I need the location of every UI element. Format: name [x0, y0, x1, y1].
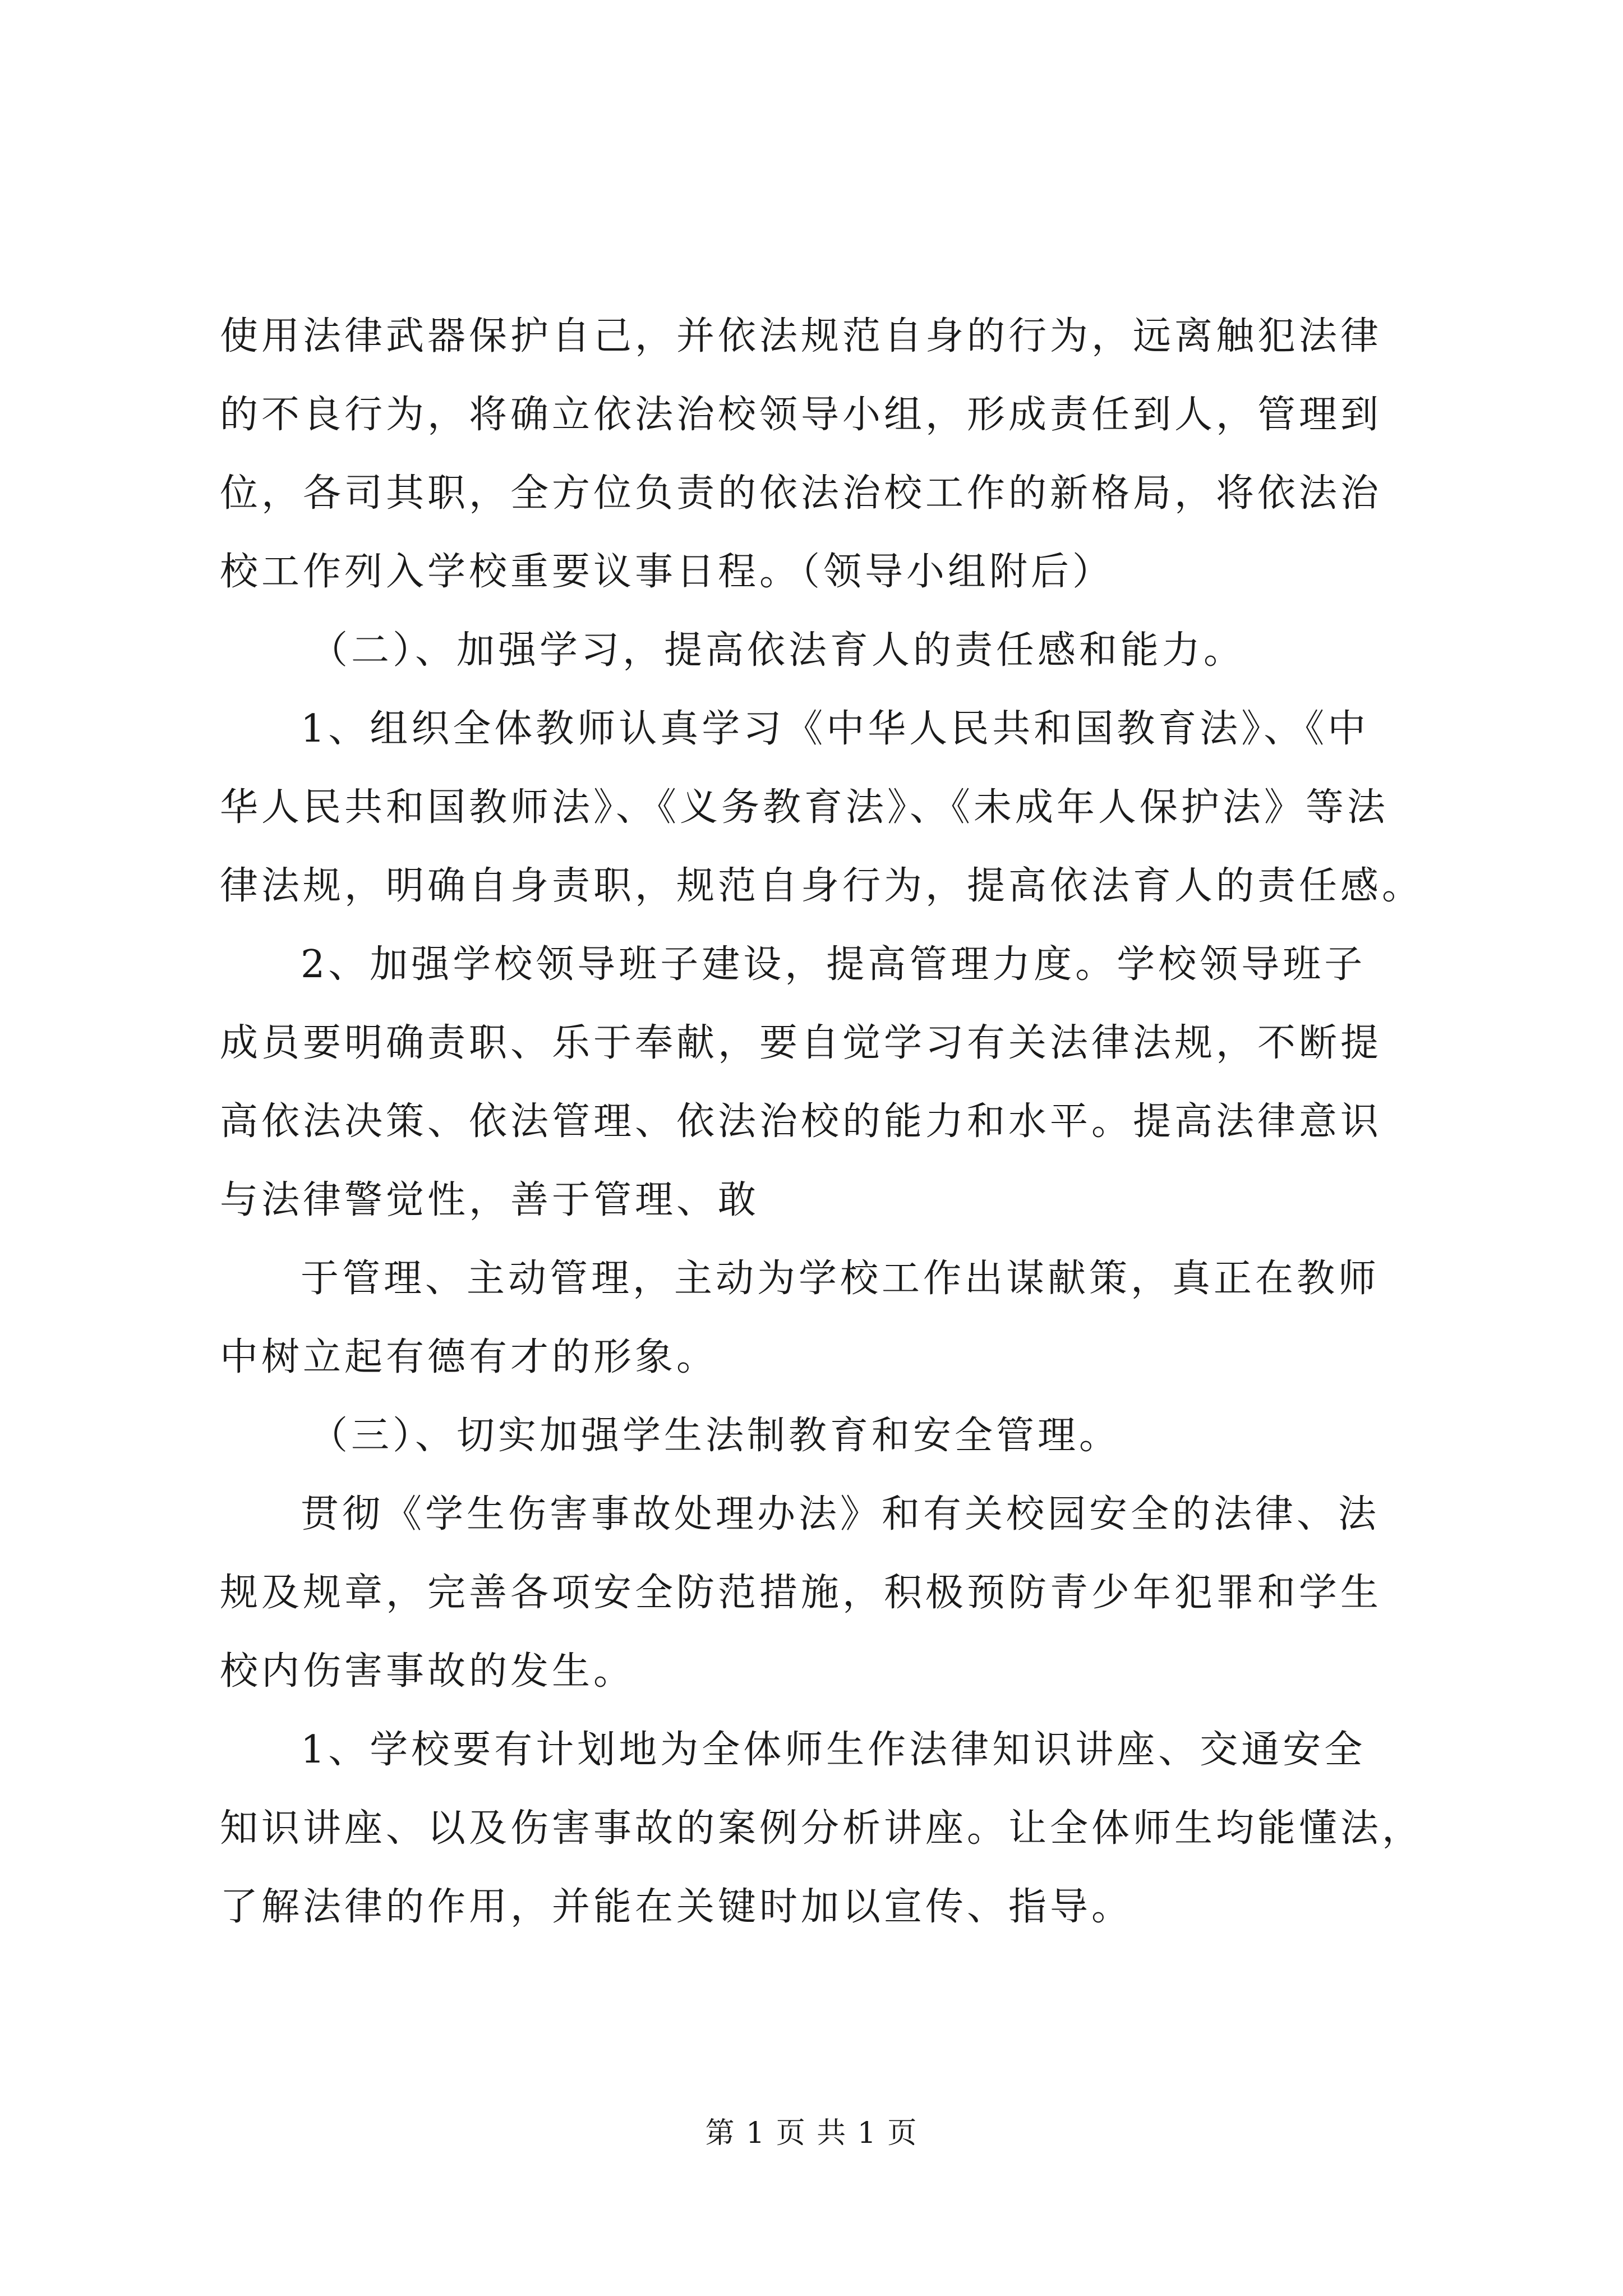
paragraph-line: 使用法律武器保护自己，并依法规范自身的行为，远离触犯法律: [220, 314, 1382, 358]
page-number-footer: 第 1 页 共 1 页: [705, 2116, 918, 2150]
paragraph-line: 与法律警觉性，善于管理、敢: [220, 1178, 760, 1222]
paragraph-line: 知识讲座、以及伤害事故的案例分析讲座。让全体师生均能懂法，: [220, 1806, 1424, 1851]
paragraph-line: 贯彻《学生伤害事故处理办法》和有关校园安全的法律、法: [301, 1492, 1380, 1536]
paragraph-line: 的不良行为，将确立依法治校领导小组，形成责任到人，管理到: [220, 393, 1382, 437]
paragraph-line: 成员要明确责职、乐于奉献，要自觉学习有关法律法规，不断提: [220, 1021, 1382, 1065]
paragraph-line: 校工作列入学校重要议事日程。（领导小组附后）: [220, 550, 1114, 594]
paragraph-line: 规及规章，完善各项安全防范措施，积极预防青少年犯罪和学生: [220, 1571, 1382, 1615]
paragraph-line: 1、学校要有计划地为全体师生作法律知识讲座、交通安全: [301, 1728, 1366, 1772]
paragraph-line: 1、组织全体教师认真学习《中华人民共和国教育法》、《中: [301, 707, 1370, 751]
paragraph-line: 2、加强学校领导班子建设，提高管理力度。学校领导班子: [301, 942, 1366, 987]
section-heading: （三）、切实加强学生法制教育和安全管理。: [310, 1414, 1121, 1458]
document-body: [220, 297, 1426, 1947]
paragraph-line: 位，各司其职，全方位负责的依法治校工作的新格局，将依法治: [220, 471, 1382, 516]
paragraph-line: 律法规，明确自身责职，规范自身行为，提高依法育人的责任感。: [220, 864, 1424, 908]
paragraph-line: 中树立起有德有才的形象。: [220, 1335, 718, 1379]
paragraph-line: 校内伤害事故的发生。: [220, 1649, 635, 1694]
paragraph-line: 了解法律的作用，并能在关键时加以宣传、指导。: [220, 1885, 1133, 1929]
paragraph-line: 华人民共和国教师法》、《义务教育法》、《未成年人保护法》等法: [220, 785, 1389, 830]
paragraph-line: 高依法决策、依法管理、依法治校的能力和水平。提高法律意识: [220, 1099, 1382, 1144]
section-heading: （二）、加强学习，提高依法育人的责任感和能力。: [310, 628, 1246, 673]
paragraph-line: 于管理、主动管理，主动为学校工作出谋献策，真正在教师: [301, 1257, 1380, 1301]
